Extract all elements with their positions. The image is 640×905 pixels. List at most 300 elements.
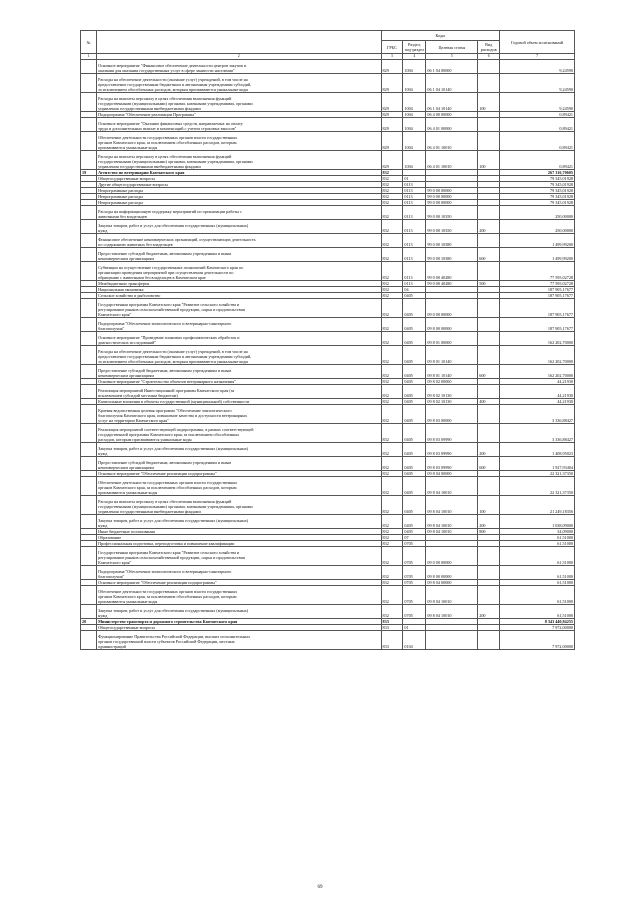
row-target-article: 99 0 00 10350: [426, 206, 478, 220]
row-amount: 1 038,09000: [500, 515, 575, 529]
row-grbs: 829: [381, 60, 403, 74]
row-grbs: 832: [381, 220, 403, 234]
header-grbs: ГРБС: [381, 41, 403, 54]
row-expense-type: 600: [478, 248, 500, 262]
row-razdel: 0405: [403, 471, 426, 477]
row-name: Профессиональная подготовка, переподготовка и повышение квалификации: [97, 541, 381, 547]
row-razdel: 01: [403, 176, 426, 182]
row-amount: 187 905,17677: [500, 293, 575, 299]
row-grbs: 832: [381, 318, 403, 332]
row-number: [81, 405, 97, 424]
row-grbs: 832: [381, 293, 403, 299]
row-grbs: 832: [381, 188, 403, 194]
row-name: Общегосударственные вопросы: [97, 625, 381, 631]
row-number: [81, 346, 97, 365]
table-row: [81, 220, 575, 234]
row-razdel: 0705: [403, 547, 426, 566]
row-target-article: 99 0 00 00000: [426, 194, 478, 200]
row-grbs: 832: [381, 385, 403, 399]
row-name: Образование: [97, 535, 381, 541]
row-grbs: 832: [381, 515, 403, 529]
index-cell: 3: [381, 54, 403, 60]
row-target-article: 09 8 02 00000: [426, 379, 478, 385]
row-name: Капитальные вложения в объекты государственной (муниципальной) собственности: [97, 399, 381, 405]
row-name: Расходы на обеспечение деятельности (оказание услуг) учреждений, в том числе на предоставление государственным бюджетным и автономным учреждениям субсидий, за исключением обособленных расходов, которым присваиваются уникальные коды: [97, 74, 381, 93]
row-razdel: 0405: [403, 379, 426, 385]
row-grbs: 832: [381, 586, 403, 605]
row-razdel: 0113: [403, 220, 426, 234]
row-name: Финансовое обеспечение некоммерческих организаций, осуществляющих деятельность по содержанию животных без владельцев: [97, 234, 381, 248]
table-row: [81, 318, 575, 332]
row-number: [81, 248, 97, 262]
row-number: [81, 631, 97, 650]
row-target-article: 06 4 01 10010: [426, 132, 478, 151]
table-row: [81, 262, 575, 281]
row-razdel: 0113: [403, 234, 426, 248]
row-razdel: 0405: [403, 293, 426, 299]
header-expense-type: Вид расходов: [478, 41, 500, 54]
row-grbs: 833: [381, 625, 403, 631]
row-expense-type: [478, 385, 500, 399]
row-grbs: 832: [381, 281, 403, 287]
row-grbs: 832: [381, 182, 403, 188]
row-razdel: 1004: [403, 60, 426, 74]
index-cell: 5: [426, 54, 478, 60]
row-name: Реализация мероприятий соответствующей подпрограммы, в рамках соответствующей государственной программы Камчатского края, за исключением обособленных расходов, которым присваиваются уникальные коды: [97, 424, 381, 443]
row-grbs: 832: [381, 496, 403, 515]
row-number: [81, 566, 97, 580]
row-name: Основное мероприятие "Финансовое обеспечение деятельности центров закупок и оказания для оказания государственных услуг в сфере занятости населения": [97, 60, 381, 74]
row-target-article: 99 0 00 10380: [426, 234, 478, 248]
row-razdel: 0113: [403, 281, 426, 287]
row-number: [81, 547, 97, 566]
row-expense-type: 200: [478, 443, 500, 457]
row-amount: 61,51000: [500, 586, 575, 605]
row-number: [81, 586, 97, 605]
row-target-article: 09 8 03 09990: [426, 457, 478, 471]
row-amount: 0,89421: [500, 151, 575, 170]
table-row: [81, 443, 575, 457]
row-number: [81, 74, 97, 93]
table-row: [81, 477, 575, 496]
table-row: [81, 299, 575, 318]
row-name: Расходы на выплаты персоналу в целях обеспечения выполнения функций государственными (муниципальными) органами, казенными учреждениями, органами управления государственными внебюджетными фондами: [97, 93, 381, 112]
row-grbs: 832: [381, 299, 403, 318]
header-codes-group: Коды: [381, 31, 500, 41]
row-name: Сельское хозяйство и рыболовство: [97, 293, 381, 299]
row-grbs: 832: [381, 234, 403, 248]
row-razdel: 0705: [403, 566, 426, 580]
row-target-article: 09 8 04 10010: [426, 515, 478, 529]
row-target-article: 09 8 04 10010: [426, 477, 478, 496]
row-number: [81, 234, 97, 248]
row-expense-type: [478, 118, 500, 132]
row-target-article: 99 0 00 40280: [426, 262, 478, 281]
row-number: [81, 132, 97, 151]
row-razdel: 0405: [403, 365, 426, 379]
row-expense-type: [478, 132, 500, 151]
row-grbs: 832: [381, 566, 403, 580]
row-amount: 61,51000: [500, 547, 575, 566]
row-name: Функционирование Правительства Российской Федерации, высших исполнительных органов государственной власти субъектов Российской Федерации, местных администраций: [97, 631, 381, 650]
row-expense-type: [478, 346, 500, 365]
budget-table: [80, 30, 575, 650]
row-name: Непрограммные расходы: [97, 188, 381, 194]
row-razdel: 1004: [403, 132, 426, 151]
row-target-article: 99 0 00 40280: [426, 281, 478, 287]
table-row: [81, 457, 575, 471]
row-name: Государственная программа Камчатского края "Развитие сельского хозяйства и регулирование рынков сельскохозяйственной продукции, сырья и продовольствия Камчатского края": [97, 547, 381, 566]
row-amount: 79 345,01928: [500, 176, 575, 182]
row-name: Непрограммные расходы: [97, 200, 381, 206]
row-grbs: 832: [381, 206, 403, 220]
header-annual-sum: Годовой объем ассигнований: [500, 31, 575, 54]
table-row: [81, 496, 575, 515]
row-target-article: 99 0 00 10380: [426, 248, 478, 262]
table-row: [81, 74, 575, 93]
row-expense-type: 100: [478, 496, 500, 515]
row-amount: 21 249,18356: [500, 496, 575, 515]
header-name: [97, 31, 381, 54]
row-name: Закупка товаров, работ и услуг для обеспечения государственных (муниципальных) нужд: [97, 443, 381, 457]
row-amount: 0,89421: [500, 118, 575, 132]
row-name: Расходы на выплаты персоналу в целях обеспечения выполнения функций государственными (муниципальными) органами, казенными учреждениями, органами управления государственными внебюджетными фондами: [97, 496, 381, 515]
row-amount: 61,51000: [500, 605, 575, 619]
row-grbs: 832: [381, 176, 403, 182]
row-name: Субвенции на осуществление государственных полномочий Камчатского края по организации проведения мероприятий при осуществлении деятельности по обращению с животными без владельцев в Камчатском крае: [97, 262, 381, 281]
row-name: Основное мероприятие "Обеспечение реализации подпрограммы": [97, 580, 381, 586]
row-amount: 9,24590: [500, 93, 575, 112]
row-grbs: 829: [381, 93, 403, 112]
row-name: Государственная программа Камчатского края "Развитие сельского хозяйства и регулирование рынков сельскохозяйственной продукции, сырья и продовольствия Камчатского края": [97, 299, 381, 318]
row-razdel: 0405: [403, 457, 426, 471]
row-name: Общегосударственные вопросы: [97, 176, 381, 182]
table-row: [81, 234, 575, 248]
row-razdel: 04: [403, 287, 426, 293]
table-row: [81, 60, 575, 74]
row-razdel: 0104: [403, 631, 426, 650]
row-target-article: 09 8 03 09990: [426, 443, 478, 457]
row-number: [81, 299, 97, 318]
table-row: [81, 118, 575, 132]
row-number: [81, 385, 97, 399]
row-grbs: 832: [381, 580, 403, 586]
row-target-article: 09 0 00 00000: [426, 547, 478, 566]
row-razdel: 0705: [403, 605, 426, 619]
row-amount: 61,51000: [500, 535, 575, 541]
row-amount: 3 336,88427: [500, 424, 575, 443]
row-grbs: 832: [381, 529, 403, 535]
row-number: [81, 515, 97, 529]
row-name: Основное мероприятие "Строительство объектов ветеринарного назначения": [97, 379, 381, 385]
row-amount: 77 595,02728: [500, 281, 575, 287]
row-grbs: 832: [381, 471, 403, 477]
row-grbs: 832: [381, 399, 403, 405]
row-razdel: 0113: [403, 248, 426, 262]
row-razdel: 1004: [403, 151, 426, 170]
index-cell: 7: [500, 54, 575, 60]
row-expense-type: [478, 318, 500, 332]
row-target-article: 06 4 00 00000: [426, 112, 478, 118]
row-number: 19: [81, 170, 97, 176]
row-razdel: 0405: [403, 346, 426, 365]
row-grbs: 832: [381, 346, 403, 365]
row-name: Подпрограмма "Обеспечение эпизоотического и ветеринарно-санитарного благополучия": [97, 566, 381, 580]
row-number: [81, 151, 97, 170]
row-amount: 61,51000: [500, 566, 575, 580]
row-name: Расходы на информационную поддержку мероприятий по организации работы с животными без владельцев: [97, 206, 381, 220]
row-target-article: 09 8 04 00000: [426, 471, 478, 477]
row-razdel: 0405: [403, 399, 426, 405]
row-amount: 79 345,01928: [500, 200, 575, 206]
row-expense-type: [478, 299, 500, 318]
row-amount: 61,51000: [500, 580, 575, 586]
row-expense-type: [478, 477, 500, 496]
row-grbs: 832: [381, 605, 403, 619]
table-row: [81, 424, 575, 443]
row-grbs: 829: [381, 74, 403, 93]
row-target-article: 06 1 04 00000: [426, 60, 478, 74]
table-row: [81, 566, 575, 580]
row-expense-type: 200: [478, 220, 500, 234]
row-number: [81, 220, 97, 234]
row-number: [81, 318, 97, 332]
row-amount: 1 499,99200: [500, 234, 575, 248]
row-grbs: 832: [381, 287, 403, 293]
row-expense-type: [478, 566, 500, 580]
row-razdel: 0113: [403, 200, 426, 206]
row-target-article: 09 8 04 10010: [426, 605, 478, 619]
row-expense-type: [478, 262, 500, 281]
table-row: [81, 93, 575, 112]
row-target-article: 09 8 04 10010: [426, 586, 478, 605]
row-number: [81, 332, 97, 346]
row-grbs: 832: [381, 424, 403, 443]
row-razdel: 0113: [403, 188, 426, 194]
row-target-article: 09 8 02 10130: [426, 385, 478, 399]
row-grbs: 832: [381, 194, 403, 200]
row-number: [81, 443, 97, 457]
row-number: [81, 605, 97, 619]
row-amount: 1 927,93404: [500, 457, 575, 471]
row-name: Основное мероприятие "Оказание финансовых средств, направляемых на оплату труда и дополнительных выплат и компенсаций с учетом страховых взносов": [97, 118, 381, 132]
table-row: [81, 631, 575, 650]
table-row: [81, 206, 575, 220]
table-row: [81, 515, 575, 529]
row-razdel: 01: [403, 625, 426, 631]
row-target-article: 06 4 01 10010: [426, 151, 478, 170]
row-number: [81, 477, 97, 496]
row-grbs: 832: [381, 170, 403, 176]
row-razdel: 1004: [403, 112, 426, 118]
row-amount: 0,89421: [500, 112, 575, 118]
row-razdel: 1004: [403, 74, 426, 93]
row-expense-type: [478, 74, 500, 93]
row-name: Краевая ведомственная целевая программа "Обеспечение эпизоотического благополучия Камчатского края, повышение качества и доступности ветеринарных услуг на территории Камчатского края": [97, 405, 381, 424]
row-name: Предоставление субсидий бюджетным, автономным учреждениям и иным некоммерческим организациям: [97, 365, 381, 379]
table-header: [81, 31, 575, 60]
row-amount: 1 408,95023: [500, 443, 575, 457]
row-grbs: 832: [381, 443, 403, 457]
row-number: [81, 93, 97, 112]
table-row: [81, 405, 575, 424]
row-amount: 162 202,70000: [500, 332, 575, 346]
row-name: Основное мероприятие "Обеспечение реализации подпрограммы": [97, 471, 381, 477]
table-row: [81, 586, 575, 605]
row-grbs: 829: [381, 132, 403, 151]
row-target-article: 06 1 04 10140: [426, 74, 478, 93]
row-name: Закупка товаров, работ и услуг для обеспечения государственных (муниципальных) нужд: [97, 605, 381, 619]
row-amount: 79 345,01928: [500, 194, 575, 200]
table-row: [81, 132, 575, 151]
row-amount: 34,09000: [500, 529, 575, 535]
row-amount: 267 316,70605: [500, 170, 575, 176]
row-razdel: 0705: [403, 541, 426, 547]
row-razdel: 0113: [403, 262, 426, 281]
row-name: Расходы на выплаты персоналу в целях обеспечения выполнения функций государственными (муниципальными) органами, казенными учреждениями, органами управления государственными внебюджетными фондами: [97, 151, 381, 170]
row-number: [81, 206, 97, 220]
row-amount: 61,51000: [500, 541, 575, 547]
row-expense-type: 200: [478, 605, 500, 619]
row-amount: 44,21930: [500, 385, 575, 399]
row-number: 20: [81, 619, 97, 625]
row-razdel: 0405: [403, 424, 426, 443]
row-expense-type: 600: [478, 457, 500, 471]
row-number: [81, 118, 97, 132]
row-target-article: 09 8 01 00000: [426, 332, 478, 346]
row-target-article: 99 0 00 00000: [426, 200, 478, 206]
row-amount: 187 905,17677: [500, 299, 575, 318]
row-expense-type: [478, 60, 500, 74]
row-name: Предоставление субсидий бюджетным, автономным учреждениям и иным некоммерческим организациям: [97, 457, 381, 471]
row-razdel: 0405: [403, 529, 426, 535]
row-name: Обеспечение деятельности государственных органов власти государственных органов Камчатского края, за исключением обособленных расходов, которым присваиваются уникальные коды: [97, 477, 381, 496]
row-amount: 1 499,99200: [500, 248, 575, 262]
row-amount: 162 202,70000: [500, 365, 575, 379]
row-grbs: 832: [381, 365, 403, 379]
row-razdel: 0405: [403, 496, 426, 515]
row-grbs: 829: [381, 118, 403, 132]
table-body: [81, 60, 575, 650]
row-name: Министерство транспорта и дорожного строительства Камчатского края: [97, 619, 381, 625]
row-expense-type: [478, 234, 500, 248]
row-target-article: 09 8 00 00000: [426, 318, 478, 332]
table-row: [81, 385, 575, 399]
row-grbs: 832: [381, 405, 403, 424]
table-row: [81, 248, 575, 262]
row-target-article: 09 8 04 10010: [426, 529, 478, 535]
row-grbs: 832: [381, 477, 403, 496]
row-amount: 187 905,17677: [500, 287, 575, 293]
row-target-article: 09 8 02 10130: [426, 399, 478, 405]
header-target-article: Целевая статья: [426, 41, 478, 54]
row-razdel: 0705: [403, 586, 426, 605]
row-expense-type: [478, 586, 500, 605]
row-amount: 162 202,70000: [500, 346, 575, 365]
row-number: [81, 457, 97, 471]
row-expense-type: 100: [478, 151, 500, 170]
row-number: [81, 365, 97, 379]
row-target-article: [426, 631, 478, 650]
row-amount: 22 321,37350: [500, 471, 575, 477]
row-razdel: 0405: [403, 515, 426, 529]
row-razdel: 0405: [403, 385, 426, 399]
row-target-article: 09 8 01 10140: [426, 365, 478, 379]
table-row: [81, 365, 575, 379]
row-amount: 250,00000: [500, 220, 575, 234]
row-target-article: 06 4 01 00000: [426, 118, 478, 132]
row-razdel: 0705: [403, 580, 426, 586]
header-number: №: [81, 31, 97, 54]
row-razdel: 0405: [403, 477, 426, 496]
row-target-article: 09 8 03 09990: [426, 424, 478, 443]
row-target-article: 99 0 00 10350: [426, 220, 478, 234]
row-target-article: 09 8 03 00000: [426, 405, 478, 424]
row-name: Межбюджетные трансферты: [97, 281, 381, 287]
row-grbs: 829: [381, 151, 403, 170]
index-cell: 2: [97, 54, 381, 60]
row-grbs: 829: [381, 112, 403, 118]
row-amount: 9,24590: [500, 60, 575, 74]
row-razdel: 0405: [403, 443, 426, 457]
index-cell: 4: [403, 54, 426, 60]
row-amount: 79 345,01928: [500, 188, 575, 194]
row-number: [81, 424, 97, 443]
row-amount: 250,00000: [500, 206, 575, 220]
row-razdel: 1004: [403, 93, 426, 112]
index-cell: 6: [478, 54, 500, 60]
row-razdel: 07: [403, 535, 426, 541]
row-name: Обеспечение деятельности государственных органов власти государственных органов Камчатского края, за исключением обособленных расходов, которым присваиваются уникальные коды: [97, 132, 381, 151]
row-target-article: 09 8 04 00000: [426, 580, 478, 586]
row-number: [81, 60, 97, 74]
row-amount: 7 972,00000: [500, 625, 575, 631]
row-name: Агентство по ветеринарии Камчатского края: [97, 170, 381, 176]
row-grbs: 833: [381, 631, 403, 650]
row-name: Закупка товаров, работ и услуг для обеспечения государственных (муниципальных) нужд: [97, 220, 381, 234]
row-grbs: 832: [381, 535, 403, 541]
row-name: Подпрограмма "Обеспечение реализации Программы": [97, 112, 381, 118]
row-expense-type: 400: [478, 399, 500, 405]
table-row: [81, 547, 575, 566]
row-amount: 44,21930: [500, 379, 575, 385]
row-expense-type: [478, 424, 500, 443]
row-amount: 8 343 440,84255: [500, 619, 575, 625]
row-name: Предоставление субсидий бюджетным, автономным учреждениям и иным некоммерческим организациям: [97, 248, 381, 262]
row-amount: 22 321,37350: [500, 477, 575, 496]
row-amount: 79 345,01928: [500, 182, 575, 188]
row-expense-type: 200: [478, 515, 500, 529]
row-target-article: 09 8 04 10010: [426, 496, 478, 515]
row-target-article: 09 8 01 10140: [426, 346, 478, 365]
row-grbs: 832: [381, 457, 403, 471]
row-amount: 44,21930: [500, 399, 575, 405]
row-name: Национальная экономика: [97, 287, 381, 293]
row-razdel: 0113: [403, 206, 426, 220]
row-grbs: 832: [381, 332, 403, 346]
row-razdel: 0405: [403, 332, 426, 346]
row-expense-type: 600: [478, 365, 500, 379]
row-amount: 0,89421: [500, 132, 575, 151]
row-expense-type: 500: [478, 281, 500, 287]
row-name: Обеспечение деятельности государственных органов власти государственных органов Камчатского края, за исключением обособленных расходов, которым присваиваются уникальные коды: [97, 586, 381, 605]
row-amount: 187 905,17677: [500, 318, 575, 332]
row-name: Подпрограмма "Обеспечение эпизоотического и ветеринарно-санитарного благополучия": [97, 318, 381, 332]
row-target-article: 09 8 00 00000: [426, 566, 478, 580]
row-amount: 3 336,88427: [500, 405, 575, 424]
row-number: [81, 496, 97, 515]
row-expense-type: 100: [478, 93, 500, 112]
